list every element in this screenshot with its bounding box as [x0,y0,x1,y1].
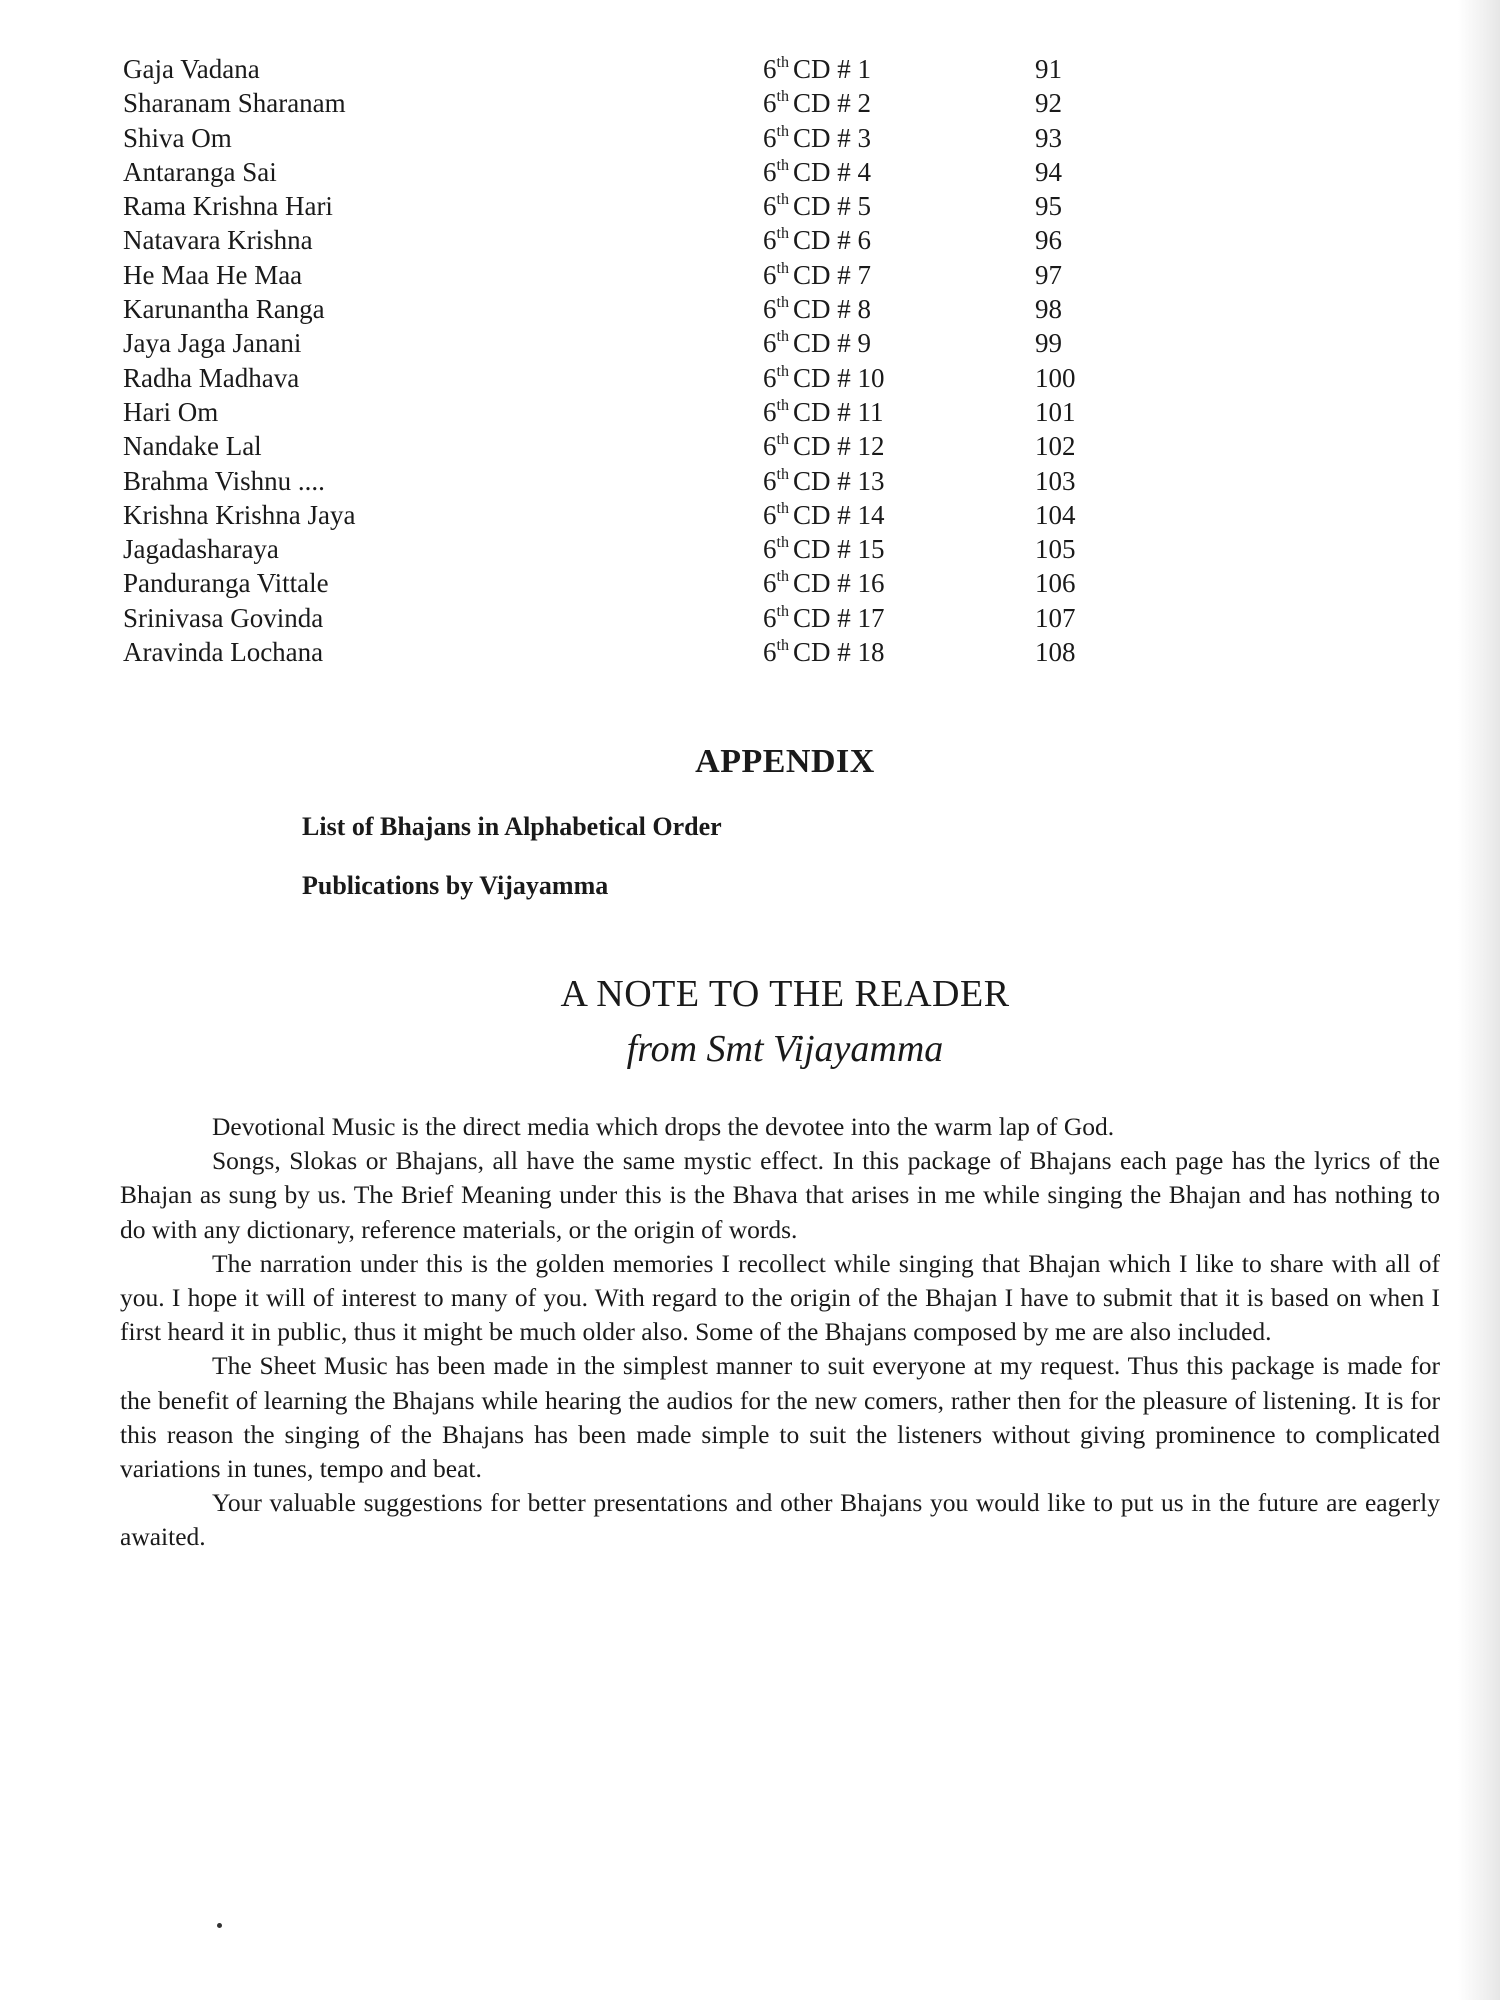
cd-ordinal-suffix: th [776,122,789,140]
page-number: 96 [1035,225,1062,256]
cd-ordinal: 6 [763,88,777,119]
note-heading: A NOTE TO THE READER [560,973,1010,1015]
bhajan-title: Hari Om [123,396,219,427]
bhajan-title: Gaja Vadana [123,54,260,84]
cd-label: CD # 14 [792,499,885,530]
cd-ordinal-suffix: th [776,88,789,106]
note-paragraph: The narration under this is the golden memories I recollect while singing that Bhajan which I like to share with all of you. I hope it will of interest to many of you. With regard to the origin of the Bhajan I have to submit that it is based on when I first heard it in public, thus it might be much older also. Some of the Bhajans composed by me are also included. [120,1248,1440,1347]
cd-track [763,635,884,674]
toc-row [123,223,1123,257]
cd-track [763,395,883,434]
toc-row [123,464,1123,498]
bhajan-title: Jagadasharaya [123,534,279,565]
cd-ordinal-suffix: th [776,568,789,586]
bhajan-title: Karunantha Ranga [123,294,325,325]
cd-track [763,326,871,365]
page-number: 102 [1035,431,1076,462]
bhajan-title: Radha Madhava [123,362,300,393]
cd-ordinal-suffix: th [776,54,789,71]
toc-row [123,361,1123,395]
bhajan-title: Rama Krishna Hari [123,191,333,222]
bhajan-title: Antaranga Sai [123,156,277,187]
cd-label: CD # 11 [792,396,884,427]
cd-label: CD # 7 [792,259,871,290]
bhajan-title: Srinivasa Govinda [123,602,324,633]
toc-row [123,532,1123,566]
note-body [120,1110,1440,1555]
scan-speck [217,1923,222,1928]
cd-ordinal: 6 [763,259,777,290]
cd-ordinal: 6 [763,191,777,222]
bhajan-title: Natavara Krishna [123,225,313,256]
cd-ordinal: 6 [763,431,777,462]
page-number: 98 [1035,294,1062,325]
appendix-heading: APPENDIX [695,743,875,780]
page-number: 104 [1035,499,1076,530]
toc-row [123,566,1123,600]
cd-ordinal: 6 [763,156,777,187]
toc-row [123,86,1123,120]
bhajan-title: Krishna Krishna Jaya [123,499,356,530]
bhajan-title: Shiva Om [123,122,232,153]
page-number: 103 [1035,465,1076,496]
bhajan-title: Jaya Jaga Janani [123,328,302,359]
cd-ordinal: 6 [763,534,777,565]
toc-row [123,292,1123,326]
cd-ordinal: 6 [763,122,777,153]
cd-ordinal-suffix: th [776,259,789,277]
page-number: 106 [1035,568,1076,599]
toc-row [123,52,1123,86]
cd-ordinal-suffix: th [776,362,789,380]
cd-ordinal-suffix: th [776,396,789,414]
toc-row [123,258,1123,292]
cd-label: CD # 18 [792,637,885,668]
page-number: 94 [1035,156,1062,187]
cd-track [763,155,871,194]
toc-row [123,498,1123,532]
page-number: 101 [1035,396,1076,427]
page-number: 99 [1035,328,1062,359]
cd-ordinal: 6 [763,465,777,496]
cd-track [763,361,884,400]
cd-label: CD # 2 [792,88,871,119]
bhajan-title: Aravinda Lochana [123,637,324,668]
cd-ordinal: 6 [763,568,777,599]
toc-row [123,155,1123,189]
cd-track [763,189,871,228]
page-number: 108 [1035,637,1076,668]
cd-ordinal-suffix: th [776,191,789,209]
cd-track [763,601,884,640]
cd-ordinal: 6 [763,362,777,393]
bhajan-title: Panduranga Vittale [123,568,329,599]
cd-label: CD # 4 [792,156,871,187]
cd-label: CD # 12 [792,431,885,462]
toc-row [123,326,1123,360]
cd-ordinal: 6 [763,225,777,256]
cd-track [763,86,871,125]
page-number: 92 [1035,88,1062,119]
note-paragraph: Your valuable suggestions for better presentations and other Bhajans you would like to put us in the future are eagerly awaited. [120,1488,1440,1552]
cd-track [763,258,871,297]
cd-track [763,429,884,468]
cd-ordinal-suffix: th [776,534,789,552]
bhajan-title: Sharanam Sharanam [123,88,346,119]
cd-label: CD # 8 [792,294,871,325]
cd-ordinal-suffix: th [776,328,789,346]
cd-ordinal: 6 [763,637,777,668]
cd-track [763,52,871,91]
cd-track [763,464,884,503]
cd-ordinal-suffix: th [776,465,789,483]
cd-label: CD # 13 [792,465,885,496]
appendix-item: List of Bhajans in Alphabetical Order [302,812,722,841]
bhajan-title: Brahma Vishnu .... [123,465,325,496]
toc-row [123,601,1123,635]
cd-ordinal-suffix: th [776,637,789,655]
note-paragraph: The Sheet Music has been made in the simplest manner to suit everyone at my request. Thus this package is made for the benefit of learning the Bhajans while hearing the audios for the new comers, rather then for the pleasure of listening. It is for this reason the singing of the Bhajans has been made simple to suit the listeners without giving prominence to complicated variations in tunes, tempo and beat. [120,1351,1440,1484]
page-number: 97 [1035,259,1062,290]
cd-label: CD # 3 [792,122,871,153]
cd-ordinal: 6 [763,294,777,325]
cd-ordinal: 6 [763,602,777,633]
cd-label: CD # 10 [792,362,885,393]
note-paragraph: Songs, Slokas or Bhajans, all have the same mystic effect. In this package of Bhajans each page has the lyrics of the Bhajan as sung by us. The Brief Meaning under this is the Bhava that arises in me while singing the Bhajan and has nothing to do with any dictionary, reference materials, or the origin of words. [120,1146,1440,1244]
cd-ordinal: 6 [763,396,777,427]
bhajan-title: Nandake Lal [123,431,262,462]
toc-row [123,429,1123,463]
appendix-item: Publications by Vijayamma [302,871,609,900]
cd-ordinal: 6 [763,328,777,359]
cd-ordinal-suffix: th [776,431,789,449]
page-number: 93 [1035,122,1062,153]
page-number: 91 [1035,54,1062,84]
cd-label: CD # 17 [792,602,885,633]
toc-row [123,635,1123,669]
cd-ordinal: 6 [763,54,777,84]
cd-label: CD # 15 [792,534,885,565]
toc-row [123,189,1123,223]
cd-track [763,498,884,537]
cd-track [763,566,884,605]
cd-label: CD # 6 [792,225,871,256]
cd-label: CD # 5 [792,191,871,222]
cd-label: CD # 1 [792,54,871,84]
page-number: 95 [1035,191,1062,222]
cd-ordinal-suffix: th [776,499,789,517]
cd-ordinal-suffix: th [776,602,789,620]
cd-ordinal-suffix: th [776,294,789,312]
cd-track-list [123,52,1123,669]
cd-track [763,121,871,160]
page-number: 100 [1035,362,1076,393]
page-number: 105 [1035,534,1076,565]
cd-label: CD # 9 [792,328,871,359]
toc-row [123,121,1123,155]
bhajan-title: He Maa He Maa [123,259,303,290]
toc-row [123,395,1123,429]
cd-track [763,532,884,571]
cd-ordinal-suffix: th [776,225,789,243]
note-subheading: from Smt Vijayamma [626,1028,944,1070]
cd-ordinal: 6 [763,499,777,530]
cd-ordinal-suffix: th [776,156,789,174]
cd-track [763,292,871,331]
cd-track [763,223,871,262]
note-paragraph: Devotional Music is the direct media which drops the devotee into the warm lap of God. [212,1112,1115,1141]
page-number: 107 [1035,602,1076,633]
cd-label: CD # 16 [792,568,885,599]
